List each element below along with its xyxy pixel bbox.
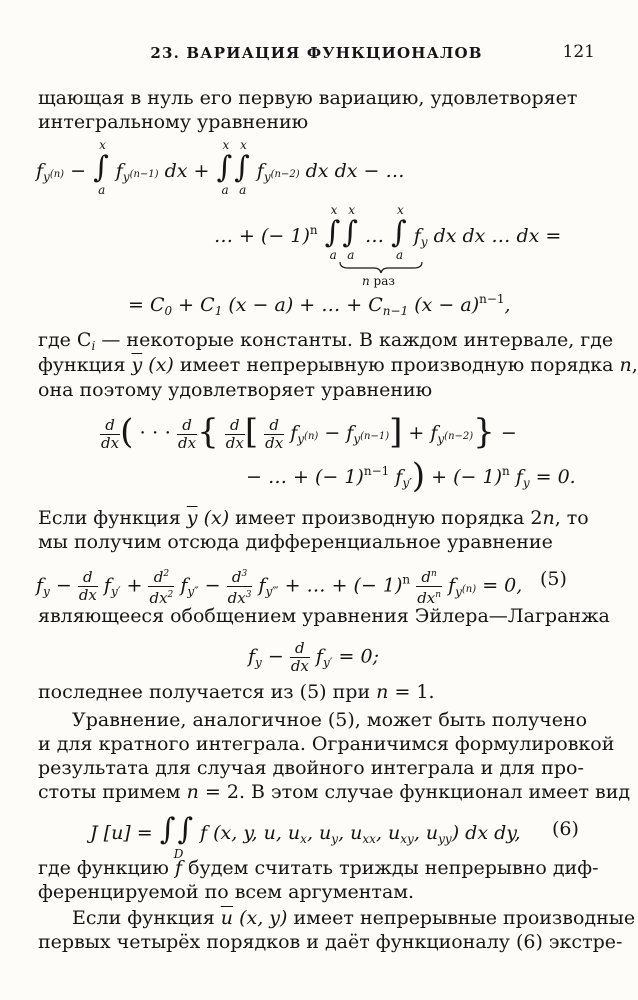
- text-line: Уравнение, аналогичное (5), может быть получено: [72, 709, 588, 731]
- section-title: 23. ВАРИАЦИЯ ФУНКЦИОНАЛОВ: [150, 44, 483, 62]
- text-line: где функцию f будем считать трижды непрерывно диф-: [38, 857, 599, 879]
- text-line: интегральному уравнению: [38, 111, 309, 133]
- euler-lagrange-equation: $f_y$ − $\frac{d}{dx}$ $f_{y'} = 0$;: [248, 639, 379, 675]
- underbrace: [338, 260, 424, 274]
- text-line: щающая в нуль его первую вариацию, удовлетворяет: [38, 87, 578, 109]
- differential-equation-line-1: $\frac{d}{dx}$ ( ⋅ ⋅ ⋅ $\frac{d}{dx}$ { $\frac{d}{dx}$ [ $\frac{d}{dx}$ $f_{y^{(n)}} - f_{y^{(n-1)}}] + f_{y^{(n-2)}}$} −: [101, 412, 517, 452]
- running-header: [0, 44, 633, 68]
- text-line: являющееся обобщением уравнения Эйлера—Лагранжа: [38, 605, 610, 627]
- text-line: последнее получается из (5) при n = 1.: [38, 681, 435, 703]
- text-line: мы получим отсюда дифференциальное уравнение: [38, 531, 553, 553]
- equation-5: $f_y$ − $\frac{d}{dx}$ $f_{y'}$ + $\frac{d^2}{dx^2}$ $f_{y''}$ − $\frac{d^3}{dx^3}$ $f_{y‴}$ + … + (− 1)$^n$ $\frac{d^n}{dx^n}$ $f_{y^{(n)}} = 0$,: [36, 568, 523, 607]
- text-line: Если функция $\overline{y}$ (x) имеет производную порядка 2n, то: [38, 507, 589, 529]
- text-line: где $C_i$ — некоторые константы. В каждом интервале, где: [38, 329, 614, 353]
- text-line: стоты примем n = 2. В этом случае функционал имеет вид: [38, 781, 631, 803]
- integral-equation-line-3: = $C_0 + C_1$ (x − a) + … + $C_{n-1}$ $(x - a)^{n-1}$,: [128, 292, 511, 318]
- integral-equation-line-2: … + (− 1)$^n$ ∫ x a ∫ x a … ∫ x a $f_y$ dx dx … dx =: [214, 203, 562, 262]
- text-line: функция $\overline{y}$ (x) имеет непрерывную производную порядка n,: [38, 354, 638, 376]
- text-line: она поэтому удовлетворяет уравнению: [38, 379, 433, 401]
- text-line: результата для случая двойного интеграла и для про-: [38, 757, 584, 779]
- brace-label: n раз: [362, 274, 395, 288]
- equation-number: (5): [540, 568, 567, 590]
- text-line: ференцируемой по всем аргументам.: [38, 881, 415, 903]
- page-number: 121: [562, 42, 595, 62]
- text-line: первых четырёх порядков и даёт функционалу (6) экстре-: [38, 931, 623, 953]
- equation-number: (6): [552, 818, 579, 840]
- text-line: Если функция $\overline{u}$ (x, y) имеет непрерывные производные: [72, 907, 636, 929]
- differential-equation-line-2: − … + (− 1)$^{n-1}$ $f_{y'}$) + (− 1)$^n$ $f_y = 0$.: [246, 456, 576, 496]
- text-line: и для кратного интеграла. Ограничимся формулировкой: [38, 733, 615, 755]
- equation-6: J [u] = ∫ D ∫ f (x, y, u, $u_x$, $u_y$, $u_{xx}$, $u_{xy}$, $u_{yy}$) dx dy,: [90, 812, 521, 861]
- integral-equation-line-1: $f_{y^{(n)}}$ − ∫ x a $f_{y^{(n-1)}}$ dx + ∫ x a ∫ x a $f_{y^{(n-2)}}$ dx dx − …: [36, 138, 405, 197]
